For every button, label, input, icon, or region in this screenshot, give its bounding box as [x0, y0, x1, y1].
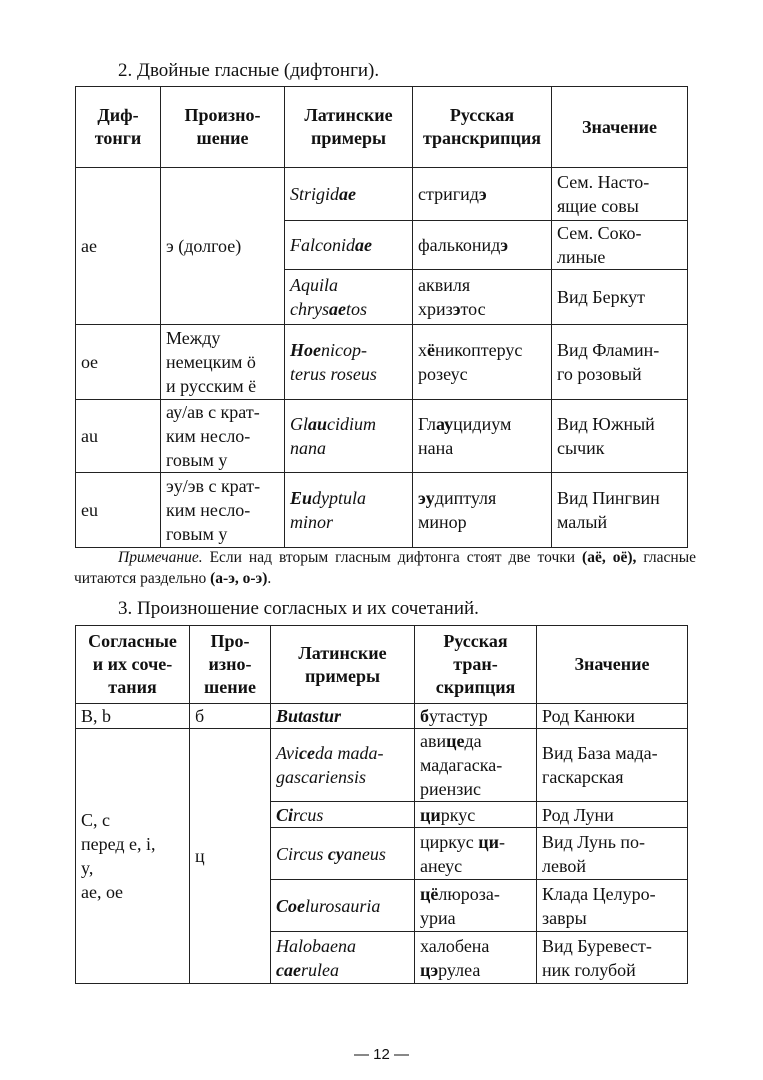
meaning-cell: Род Канюки: [537, 704, 688, 729]
russian-transcription-cell: циркус: [415, 802, 537, 828]
pronunciation-cell: эу/эв с крат- ким несло- говым у: [161, 473, 285, 548]
latin-example-cell: Circus cyaneus: [271, 828, 415, 880]
russian-transcription-cell: стригидэ: [413, 168, 552, 221]
meaning-cell: Вид База мада- гаскарская: [537, 729, 688, 802]
diphthong-cell: au: [76, 400, 161, 473]
header-russian-transcription: Русская тран- скрипция: [415, 626, 537, 704]
pronunciation-cell: ц: [190, 729, 271, 984]
diphthong-cell: ae: [76, 168, 161, 325]
section-3-heading: 3. Произношение согласных и их сочетаний.: [118, 598, 479, 619]
latin-example-cell: Coelurosauria: [271, 880, 415, 932]
note: Примечание. Если над вторым гласным дифтонга стоят две точки (aë, oë), гласные читаются раздельно (а-э, о-э).: [74, 549, 696, 587]
pronunciation-cell: ау/ав с крат- ким несло- говым у: [161, 400, 285, 473]
table-row: [76, 168, 688, 221]
russian-transcription-cell: циркус ци- анеус: [415, 828, 537, 880]
diphthongs-table: [75, 86, 688, 548]
consonants-table: [75, 625, 688, 984]
russian-transcription-cell: авицеда мадагаска- риензис: [415, 729, 537, 802]
meaning-cell: Вид Южный сычик: [552, 400, 688, 473]
pronunciation-cell: б: [190, 704, 271, 729]
header-latin-examples: Латинские примеры: [285, 87, 413, 168]
russian-transcription-cell: эудиптуля минор: [413, 473, 552, 548]
russian-transcription-cell: бутастур: [415, 704, 537, 729]
meaning-cell: Сем. Соко- линые: [552, 221, 688, 270]
page-number: — 12 —: [353, 1046, 410, 1063]
header-pronunciation: Произно- шение: [161, 87, 285, 168]
table-row: [76, 325, 688, 400]
russian-transcription-cell: хёникоптерус розеус: [413, 325, 552, 400]
table-row: [76, 473, 688, 548]
meaning-cell: Клада Целуро- завры: [537, 880, 688, 932]
header-pronunciation: Про- изно- шение: [190, 626, 271, 704]
russian-transcription-cell: цёлюроза- уриа: [415, 880, 537, 932]
latin-example-cell: Aviceda mada- gascariensis: [271, 729, 415, 802]
header-diphthongs: Диф- тонги: [76, 87, 161, 168]
latin-example-cell: Circus: [271, 802, 415, 828]
table-header-row: [76, 87, 688, 168]
meaning-cell: Сем. Насто- ящие совы: [552, 168, 688, 221]
latin-example-cell: Falconidae: [285, 221, 413, 270]
header-russian-transcription: Русская транскрипция: [413, 87, 552, 168]
russian-transcription-cell: халобена цэрулеа: [415, 932, 537, 984]
meaning-cell: Вид Буревест- ник голубой: [537, 932, 688, 984]
consonant-cell: B, b: [76, 704, 190, 729]
pronunciation-cell: Между немецким ö и русским ё: [161, 325, 285, 400]
russian-transcription-cell: Глауцидиум нана: [413, 400, 552, 473]
meaning-cell: Вид Фламин- го розовый: [552, 325, 688, 400]
header-latin-examples: Латинские примеры: [271, 626, 415, 704]
russian-transcription-cell: фальконидэ: [413, 221, 552, 270]
meaning-cell: Род Луни: [537, 802, 688, 828]
diphthong-cell: oe: [76, 325, 161, 400]
meaning-cell: Вид Лунь по- левой: [537, 828, 688, 880]
latin-example-cell: Strigidae: [285, 168, 413, 221]
header-meaning: Значение: [537, 626, 688, 704]
pronunciation-cell: э (долгое): [161, 168, 285, 325]
table-header-row: [76, 626, 688, 704]
latin-example-cell: Eudyptula minor: [285, 473, 413, 548]
diphthong-cell: eu: [76, 473, 161, 548]
table-row: [76, 704, 688, 729]
table-row: [76, 729, 688, 802]
latin-example-cell: Hoenicop- terus roseus: [285, 325, 413, 400]
meaning-cell: Вид Беркут: [552, 270, 688, 325]
russian-transcription-cell: аквиля хризэтос: [413, 270, 552, 325]
latin-example-cell: Butastur: [271, 704, 415, 729]
header-meaning: Значение: [552, 87, 688, 168]
meaning-cell: Вид Пингвин малый: [552, 473, 688, 548]
latin-example-cell: Glaucidium nana: [285, 400, 413, 473]
latin-example-cell: Aquila chrysaetos: [285, 270, 413, 325]
consonant-cell: C, c перед e, i, y, ae, oe: [76, 729, 190, 984]
header-consonants: Согласные и их соче- тания: [76, 626, 190, 704]
latin-example-cell: Halobaena caerulea: [271, 932, 415, 984]
section-2-heading: 2. Двойные гласные (дифтонги).: [118, 60, 380, 81]
table-row: [76, 400, 688, 473]
